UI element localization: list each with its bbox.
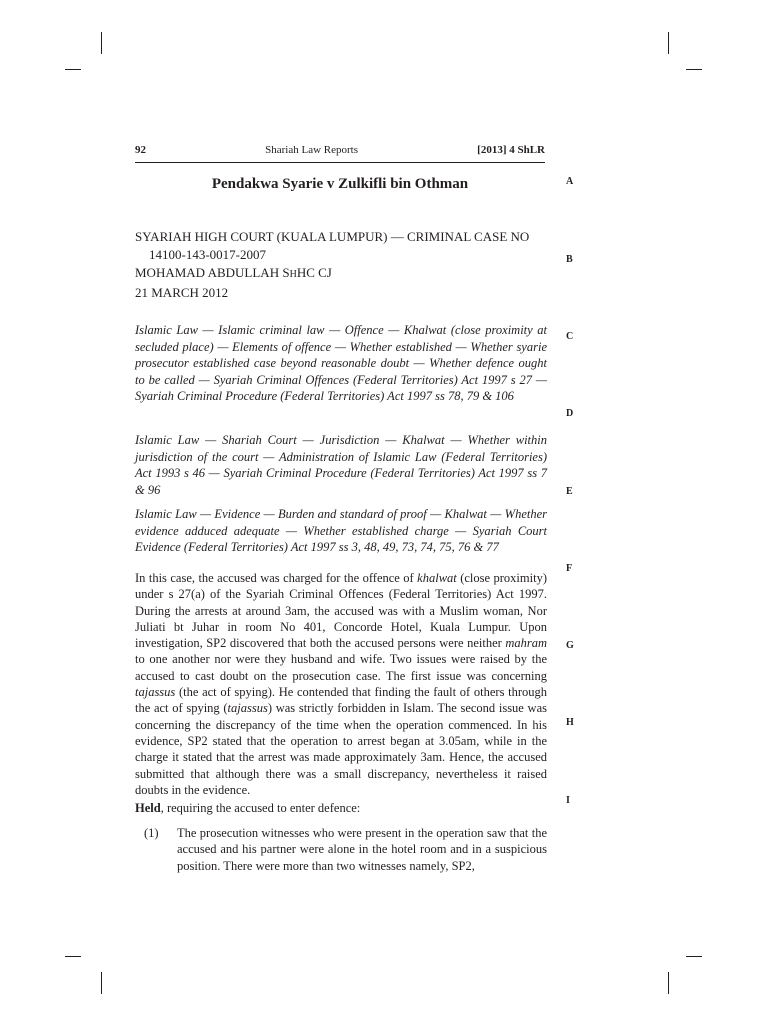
crop-mark-bottom-left-v (101, 972, 102, 994)
held-label: Held (135, 801, 161, 815)
case-summary (135, 570, 547, 798)
crop-mark-top-left-h (65, 69, 81, 70)
page-number: 92 (135, 144, 146, 156)
held-text: , requiring the accused to enter defence: (160, 801, 361, 815)
case-number: 14100-143-0017-2007 (149, 247, 266, 262)
summary-italic: mahram (505, 636, 547, 651)
running-header (135, 144, 545, 156)
margin-marker-h: H (566, 717, 574, 728)
summary-text: (the act of spying). He contended that finding the fault of others through the act of spying ( (135, 685, 547, 716)
catchword-2: Islamic Law — Shariah Court — Jurisdiction — Khalwat — Whether within jurisdiction of the court — Administration of Islamic Law (Federal Territories) Act 1993 s 46 — Syariah Criminal Procedure (Federal Territories) Act 1997 ss 7 & 96 (135, 433, 547, 497)
margin-marker-g: G (566, 640, 574, 651)
court-name: SYARIAH HIGH COURT (KUALA LUMPUR) — CRIMINAL CASE NO (135, 229, 530, 244)
catchword-3: Islamic Law — Evidence — Burden and standard of proof — Khalwat — Whether evidence adduced adequate — Whether established charge — Syariah Court Evidence (Federal Territories) Act 1997 ss 3, 48, 49, 73, 74, 75, 76 & 77 (135, 507, 547, 554)
summary-text: (close proximity) under s 27(a) of the Syariah Criminal Offences (Federal Territories) Act 1997. During the arrests at around 3am, the accused was with a Muslim woman, Nor Juliati bt Juhar in room No 401, Concorde Hotel, Kuala Lumpur. Upon investigation, SP2 discovered that both the accused persons were neither (135, 571, 547, 651)
held-item-text: The prosecution witnesses who were present in the operation saw that the accused and his partner were alone in the hotel room and in a suspicious position. There were more than two witnesses namely, SP2, (177, 826, 547, 873)
margin-marker-c: C (566, 331, 574, 342)
crop-mark-bottom-right-v (668, 972, 669, 994)
summary-italic: tajassus (135, 685, 176, 700)
crop-mark-bottom-left-h (65, 956, 81, 957)
margin-marker-a: A (566, 176, 574, 187)
held-item-number: (1) (144, 826, 159, 840)
report-citation: [2013] 4 ShLR (477, 144, 545, 156)
summary-italic: khalwat (417, 571, 457, 585)
margin-marker-f: F (566, 563, 573, 574)
margin-marker-b: B (566, 254, 573, 265)
judgment-date: 21 MARCH 2012 (135, 285, 229, 300)
held-heading (135, 801, 360, 816)
judge-name: MOHAMAD ABDULLAH S (135, 265, 290, 280)
court-details (135, 228, 555, 302)
judge-title: HC CJ (296, 265, 332, 280)
margin-marker-e: E (566, 486, 573, 497)
summary-italic: tajassus (227, 701, 268, 716)
judge-line (135, 264, 555, 284)
margin-marker-i: I (566, 795, 570, 806)
crop-mark-top-right-v (668, 32, 669, 54)
judge-small-caps: H (289, 269, 297, 280)
crop-mark-bottom-right-h (686, 956, 702, 957)
header-rule (135, 162, 545, 163)
journal-name: Shariah Law Reports (265, 144, 359, 156)
crop-mark-top-right-h (686, 69, 702, 70)
summary-text: ) was strictly forbidden in Islam. The second issue was concerning the discrepancy of the time when the operation commenced. In his evidence, SP2 stated that the operation to arrest began at 3.05am, while in the charge it stated that the arrest was made approximately 3am. Hence, the accused submitted that although there was a small discrepancy, nevertheless it raised doubts in the evidence. (135, 701, 547, 797)
summary-text: to one another nor were they husband and wife. Two issues were raised by the accused to cast doubt on the prosecution case. The first issue was concerning (135, 652, 547, 683)
case-title: Pendakwa Syarie v Zulkifli bin Othman (211, 176, 469, 192)
crop-mark-top-left-v (101, 32, 102, 54)
summary-text: In this case, the accused was charged for the offence of (135, 571, 418, 585)
margin-marker-d: D (566, 408, 574, 419)
catchword-1: Islamic Law — Islamic criminal law — Offence — Khalwat (close proximity at secluded place) — Elements of offence — Whether established — Whether syarie prosecutor established case beyond reasonable doubt — Whether defence ought to be called — Syariah Criminal Offences (Federal Territories) Act 1997 s 27 — Syariah Criminal Procedure (Federal Territories) Act 1997 ss 78, 79 & 106 (135, 323, 547, 403)
